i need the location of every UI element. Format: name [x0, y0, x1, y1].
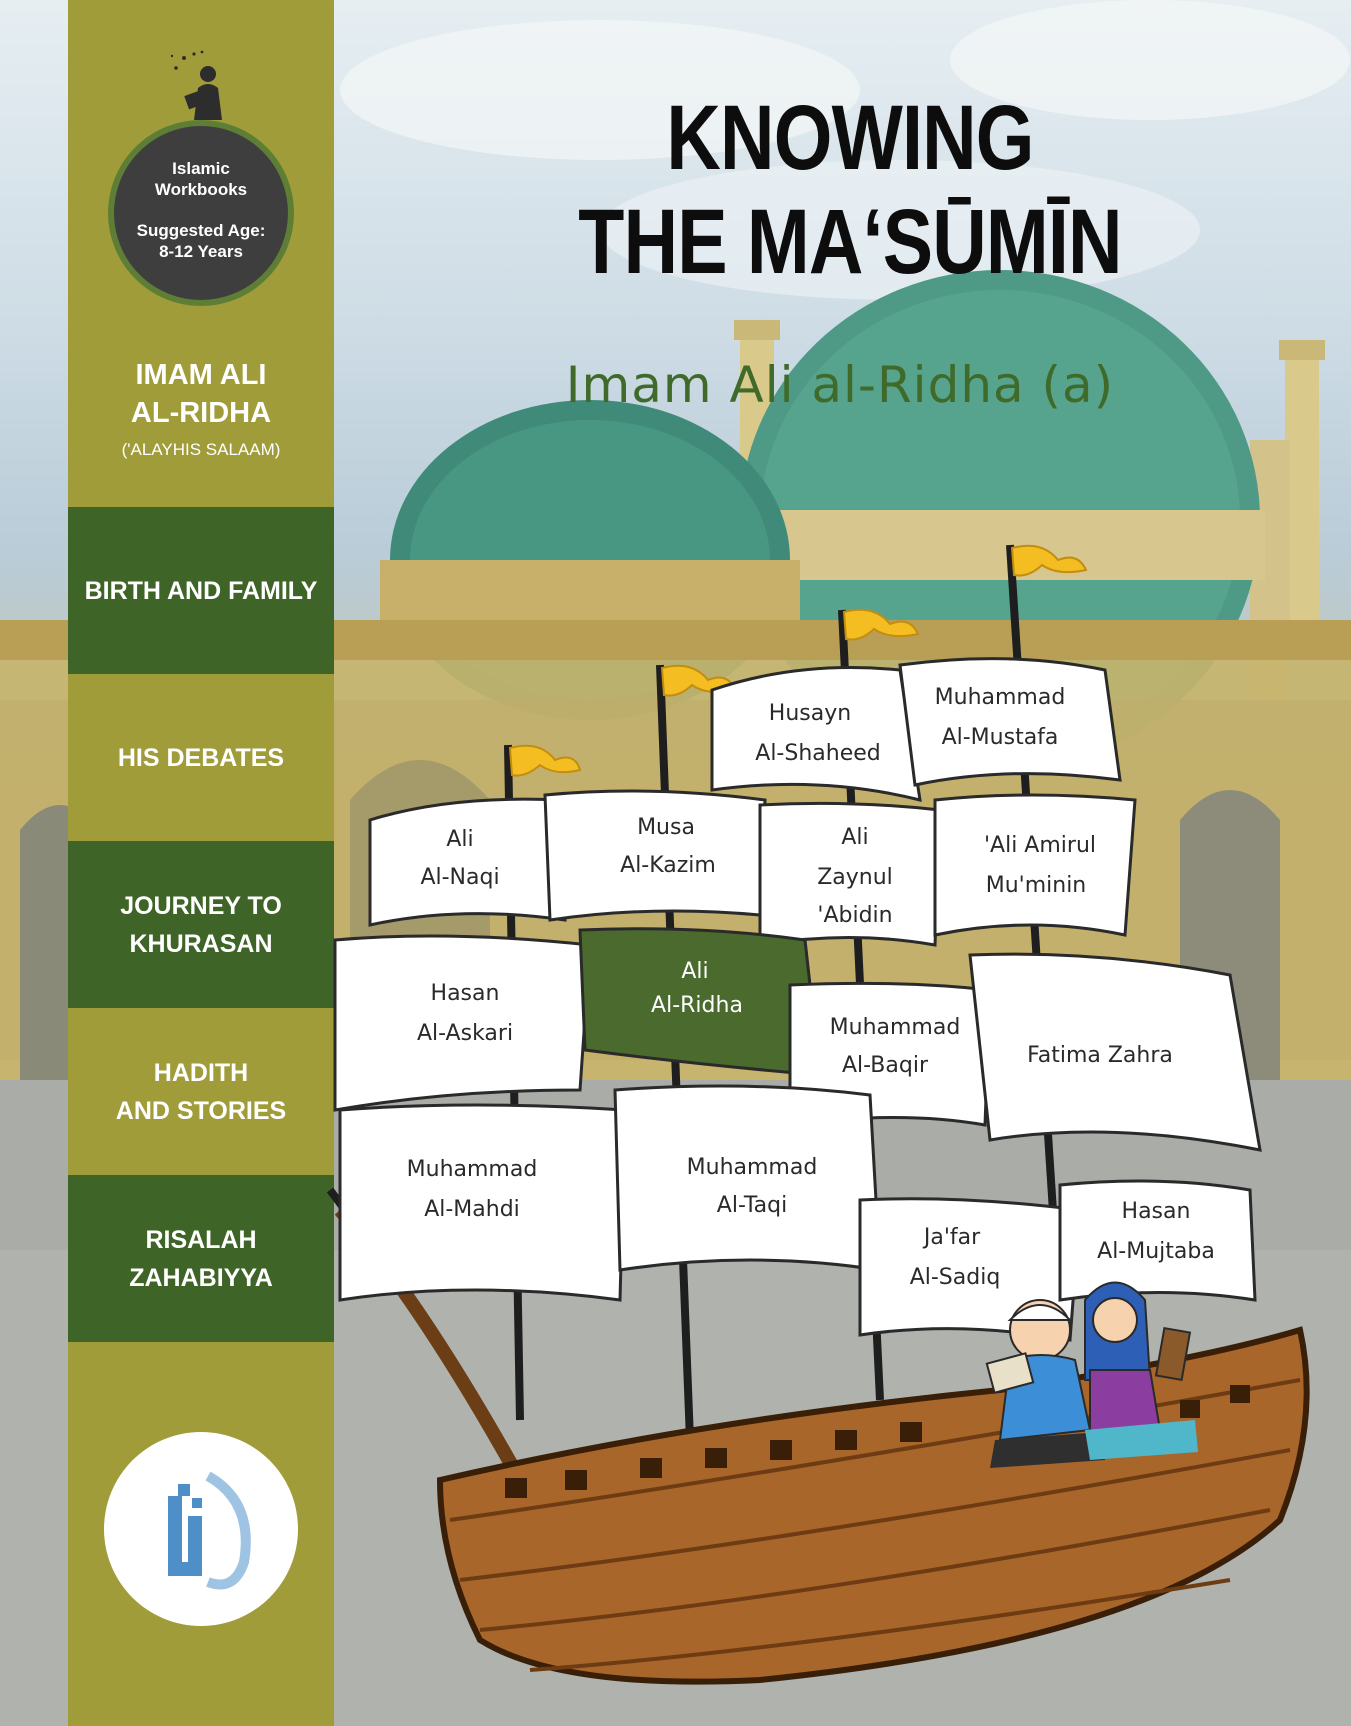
sail-label: Zaynul [817, 865, 893, 890]
title-line-2: THE MA‘SŪMĪN [578, 191, 1122, 293]
sail-label: 'Ali Amirul [983, 833, 1097, 858]
section-journey-to-khurasan[interactable]: JOURNEY TO KHURASAN [68, 841, 334, 1008]
sail-label: Al-Askari [416, 1021, 514, 1046]
flag-1 [510, 746, 580, 776]
badge-line-2: Workbooks [154, 180, 248, 199]
sail-muhammad-mustafa [900, 659, 1120, 785]
badge-line-1: Islamic [172, 159, 230, 178]
sail-label: Muhammad [934, 685, 1066, 710]
sail-label: Mu'minin [985, 873, 1087, 898]
sail-label: Ja'far [923, 1225, 981, 1250]
badge-line-3: Suggested Age: [136, 221, 266, 240]
section-hadith-and-stories[interactable]: HADITH AND STORIES [68, 1008, 334, 1175]
sail-label: Muhammad [829, 1015, 961, 1040]
sail-label: Al-Shaheed [755, 741, 881, 766]
sail-label: Al-Mujtaba [1097, 1239, 1215, 1264]
sail-label: Al-Taqi [716, 1193, 788, 1218]
section-his-debates[interactable]: HIS DEBATES [68, 674, 334, 841]
sail-label: Al-Baqir [841, 1053, 929, 1078]
sail-label: Husayn [768, 701, 852, 726]
flag-4 [1012, 546, 1086, 576]
sail-label: Muhammad [406, 1157, 538, 1182]
sail-label: Hasan [430, 981, 500, 1006]
flag-3 [844, 610, 918, 640]
imam-name-line-2: AL-RIDHA [130, 397, 272, 429]
sail-ali-naqi [370, 799, 565, 925]
sail-label: Ali [681, 959, 709, 984]
sail-label: Musa [637, 815, 695, 840]
sail-label: Ali [841, 825, 869, 850]
children-reading-illustration [987, 1283, 1198, 1469]
imam-honorific: ('ALAYHIS SALAAM) [121, 440, 281, 459]
title-line-1: KNOWING [666, 87, 1034, 189]
sail-label: Hasan [1121, 1199, 1191, 1224]
sail-label: Al-Mustafa [941, 725, 1059, 750]
section-birth-and-family[interactable]: BIRTH AND FAMILY [68, 507, 334, 674]
sail-label: Ali [446, 827, 474, 852]
sail-label: Al-Naqi [420, 865, 500, 890]
section-risalah-zahabiyya[interactable]: RISALAH ZAHABIYYA [68, 1175, 334, 1342]
sail-husayn [712, 668, 920, 801]
sail-label: Fatima Zahra [1027, 1043, 1173, 1068]
sail-label: Muhammad [686, 1155, 818, 1180]
imam-name-line-1: IMAM ALI [135, 359, 267, 391]
badge-line-4: 8-12 Years [159, 242, 243, 261]
subtitle: Imam Ali al-Ridha (a) [565, 356, 1115, 414]
sail-label: Al-Mahdi [424, 1197, 520, 1222]
sail-label: Al-Ridha [651, 993, 743, 1018]
sail-label: Al-Kazim [620, 853, 716, 878]
sail-label: 'Abidin [817, 903, 893, 928]
sail-ali-amirul [935, 795, 1135, 935]
sail-label: Al-Sadiq [909, 1265, 1001, 1290]
